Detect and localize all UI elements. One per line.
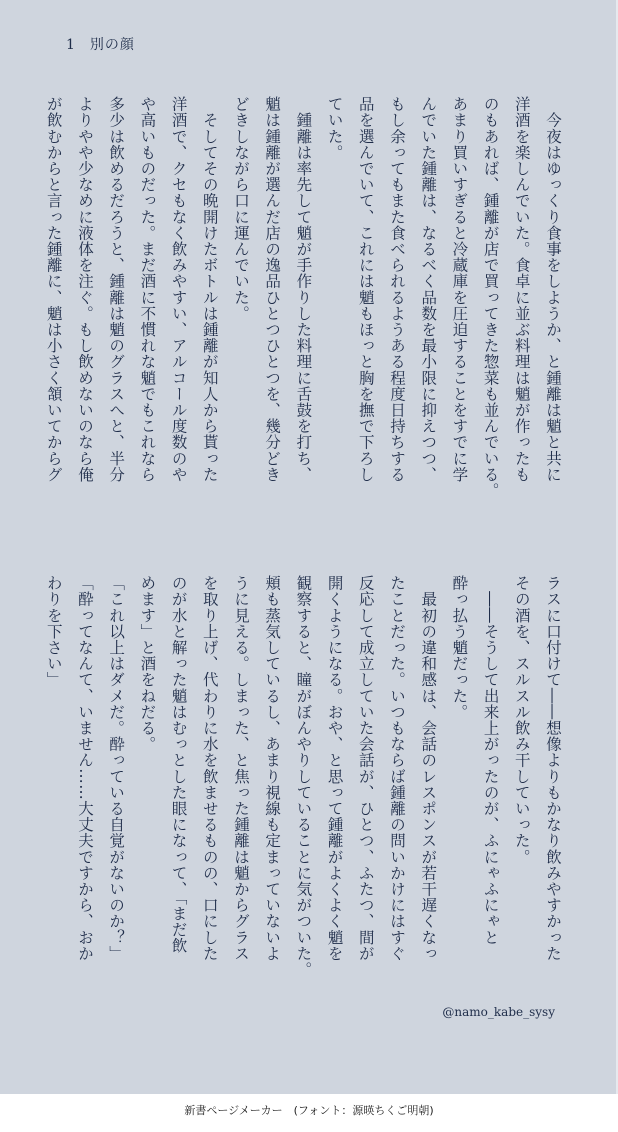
chapter-header (66, 34, 135, 54)
text-line: うに見える。しまった、と焦った鍾離は魈からグラス (231, 575, 250, 962)
text-line: 多少は飲めるだろうと、鍾離は魈のグラスへと、半分 (107, 96, 126, 483)
text-line: ていた。 (325, 96, 344, 161)
text-line: が飲むからと言った鍾離に、魈は小さく頷いてからグ (44, 96, 63, 483)
chapter-title: 別の顔 (89, 37, 135, 53)
text-line: たことだった。いつもならば鍾離の問いかけにはすぐ (387, 575, 406, 962)
text-line: を取り上げ、代わりに水を飲ませるものの、口にした (200, 575, 219, 962)
text-line: や高いものだった。まだ酒に不慣れな魈でもこれなら (138, 96, 157, 483)
text-line: わりを下さい」 (44, 575, 63, 688)
text-line: 観察すると、瞳がぼんやりしていることに気がついた。 (294, 575, 313, 978)
text-line: もし余ってもまた食べられるようある程度日持ちする (387, 96, 406, 483)
text-line: 鍾離は率先して魈が手作りした料理に舌鼓を打ち、 (294, 96, 313, 483)
text-line: ラスに口付けて――想像よりもかなり飲みやすかった (544, 575, 562, 962)
text-line: 「これ以上はダメだ。酔っている自覚がないのか？」 (107, 575, 126, 962)
text-line: めます」と酒をねだる。 (138, 575, 157, 753)
text-line: よりやや少なめに液体を注ぐ。もし飲めないのなら俺 (75, 96, 94, 483)
footer-note: 新書ページメーカー (フォント：源暎ちくご明朝) (184, 1104, 434, 1117)
text-line: 魈は鍾離が選んだ店の逸品ひとつひとつを、幾分どき (263, 96, 282, 483)
text-line: 開くようになる。おや、と思って鍾離がよくよく魈を (325, 575, 344, 962)
text-line: そしてその晩開けたボトルは鍾離が知人から貰った (200, 96, 219, 483)
text-line: 酔っ払う魈だった。 (450, 575, 469, 720)
chapter-number: 1 (66, 37, 76, 53)
text-line: ――そうして出来上がったのが、ふにゃふにゃと (481, 575, 500, 946)
text-line: 品を選んでいて、これには魈もほっと胸を撫で下ろし (356, 96, 375, 483)
text-line: どきしながら口に運んでいた。 (231, 96, 250, 322)
text-line: 「酔ってなんて、いません……大丈夫ですから、おか (75, 575, 94, 962)
text-line: んでいた鍾離は、なるべく品数を最小限に抑えつつ、 (419, 96, 438, 483)
text-line: 最初の違和感は、会話のレスポンスが若干遅くなっ (419, 575, 438, 962)
text-line: のもあれば、鍾離が店で買ってきた惣菜も並んでいる。 (481, 96, 500, 499)
text-line: あまり買いすぎると冷蔵庫を圧迫することをすでに学 (450, 96, 469, 483)
text-line: 洋酒で、クセもなく飲みやすい、アルコール度数のや (169, 96, 188, 483)
text-line: 反応して成立していた会話が、ひとつ、ふたつ、間が (356, 575, 375, 962)
text-line: のが水と解った魈はむっとした眼になって、「まだ飲 (169, 575, 188, 954)
body-text-lower (44, 575, 568, 995)
body-text-upper (44, 96, 568, 516)
text-line: 頬も蒸気しているし、あまり視線も定まっていないよ (263, 575, 282, 962)
text-line: その酒を、スルスル飲み干していった。 (512, 575, 531, 865)
text-line: 今夜はゆっくり食事をしようか、と鍾離は魈と共に (544, 96, 562, 483)
text-line: 洋酒を楽しんでいた。食卓に並ぶ料理は魈が作ったも (512, 96, 531, 483)
author-handle: @namo_kabe_sysy (442, 1005, 555, 1019)
